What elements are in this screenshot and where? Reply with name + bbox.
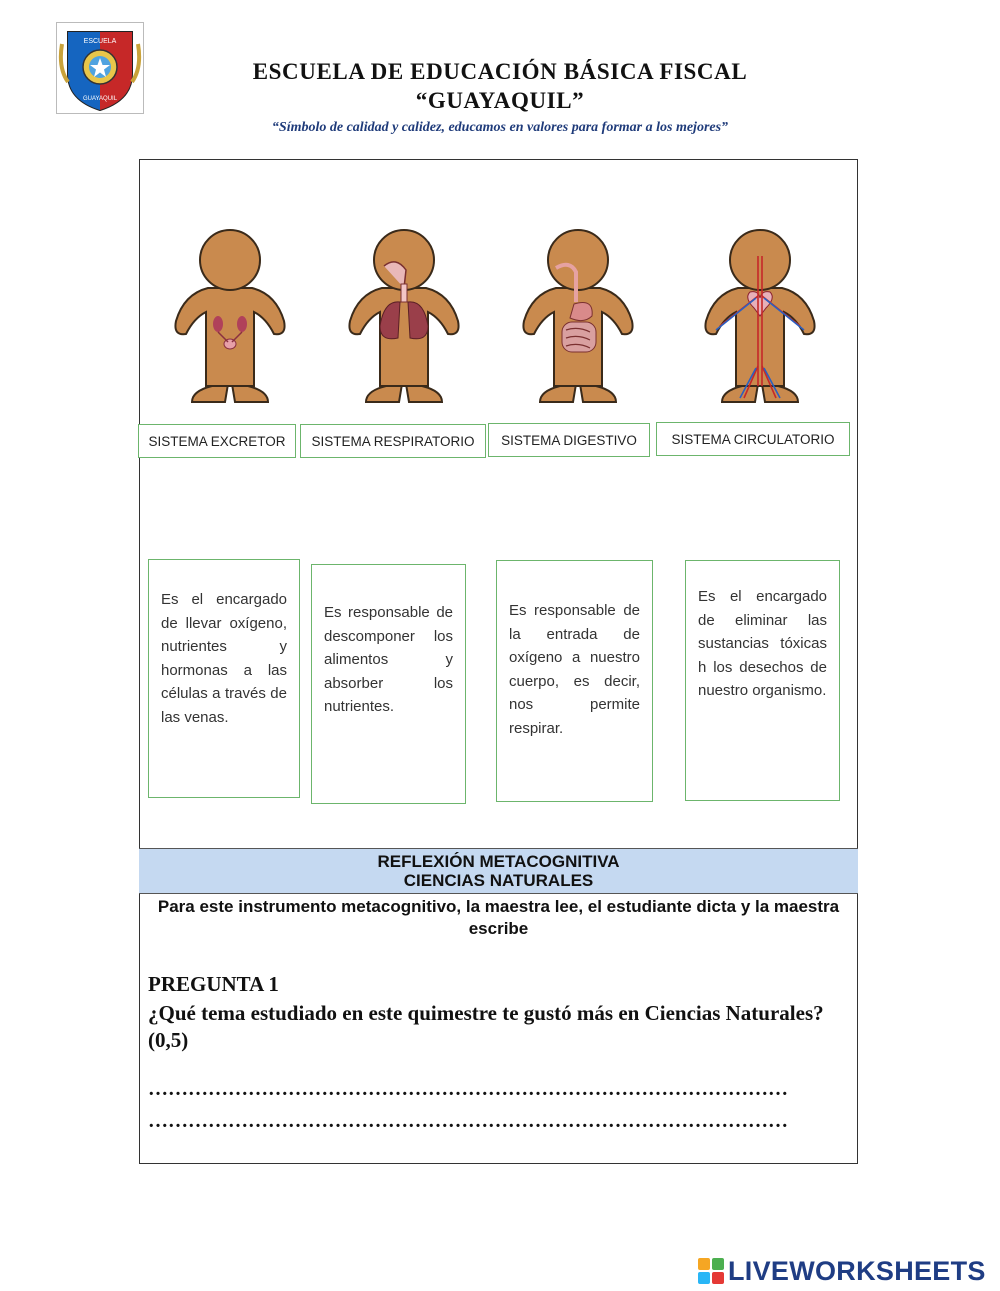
liveworksheets-logo-icon xyxy=(698,1258,724,1284)
school-name: ESCUELA DE EDUCACIÓN BÁSICA FISCAL xyxy=(252,59,748,84)
excretory-system-figure xyxy=(170,226,290,411)
label-respiratory-system[interactable]: SISTEMA RESPIRATORIO xyxy=(300,424,486,458)
definition-box-1[interactable]: Es el encargado de llevar oxígeno, nutrientes y hormonas a las células a través de las venas. xyxy=(148,559,300,798)
question-heading: PREGUNTA 1 xyxy=(148,972,279,996)
crest-bottom-text: GUAYAQUIL xyxy=(82,96,118,102)
reflection-title: REFLEXIÓN METACOGNITIVA xyxy=(377,852,620,871)
liveworksheets-wordmark: LIVEWORKSHEETS xyxy=(728,1255,986,1286)
definition-box-2[interactable]: Es responsable de descomponer los alimentos y absorber los nutrientes. xyxy=(311,564,466,804)
crest-top-text: ESCUELA xyxy=(83,38,117,45)
definition-box-3[interactable]: Es responsable de la entrada de oxígeno a nuestro cuerpo, es decir, nos permite respirar. xyxy=(496,560,653,802)
question-text: ¿Qué tema estudiado en este quimestre te gustó más en Ciencias Naturales? (0,5) xyxy=(148,1001,824,1052)
reflection-header-band xyxy=(139,848,858,894)
respiratory-system-figure xyxy=(344,226,464,411)
reflection-subject: CIENCIAS NATURALES xyxy=(403,871,594,890)
school-crest-logo xyxy=(56,22,144,114)
reflection-instruction: Para este instrumento metacognitivo, la maestra lee, el estudiante dicta y la maestra escribe xyxy=(157,897,840,938)
label-excretory-system[interactable]: SISTEMA EXCRETOR xyxy=(138,424,296,458)
digestive-system-figure xyxy=(518,226,638,411)
answer-line-2[interactable]: …………………………………………………………………………………… xyxy=(148,1110,788,1132)
school-city: “GUAYAQUIL” xyxy=(415,88,585,113)
label-circulatory-system[interactable]: SISTEMA CIRCULATORIO xyxy=(656,422,850,456)
answer-line-1[interactable]: …………………………………………………………………………………… xyxy=(148,1078,788,1100)
liveworksheets-brand xyxy=(698,1255,986,1287)
label-digestive-system[interactable]: SISTEMA DIGESTIVO xyxy=(488,423,650,457)
definition-box-4[interactable]: Es el encargado de eliminar las sustancias tóxicas h los desechos de nuestro organismo. xyxy=(685,560,840,801)
school-motto: “Símbolo de calidad y calidez, educamos en valores para formar a los mejores” xyxy=(271,120,729,135)
circulatory-system-figure xyxy=(700,226,820,411)
